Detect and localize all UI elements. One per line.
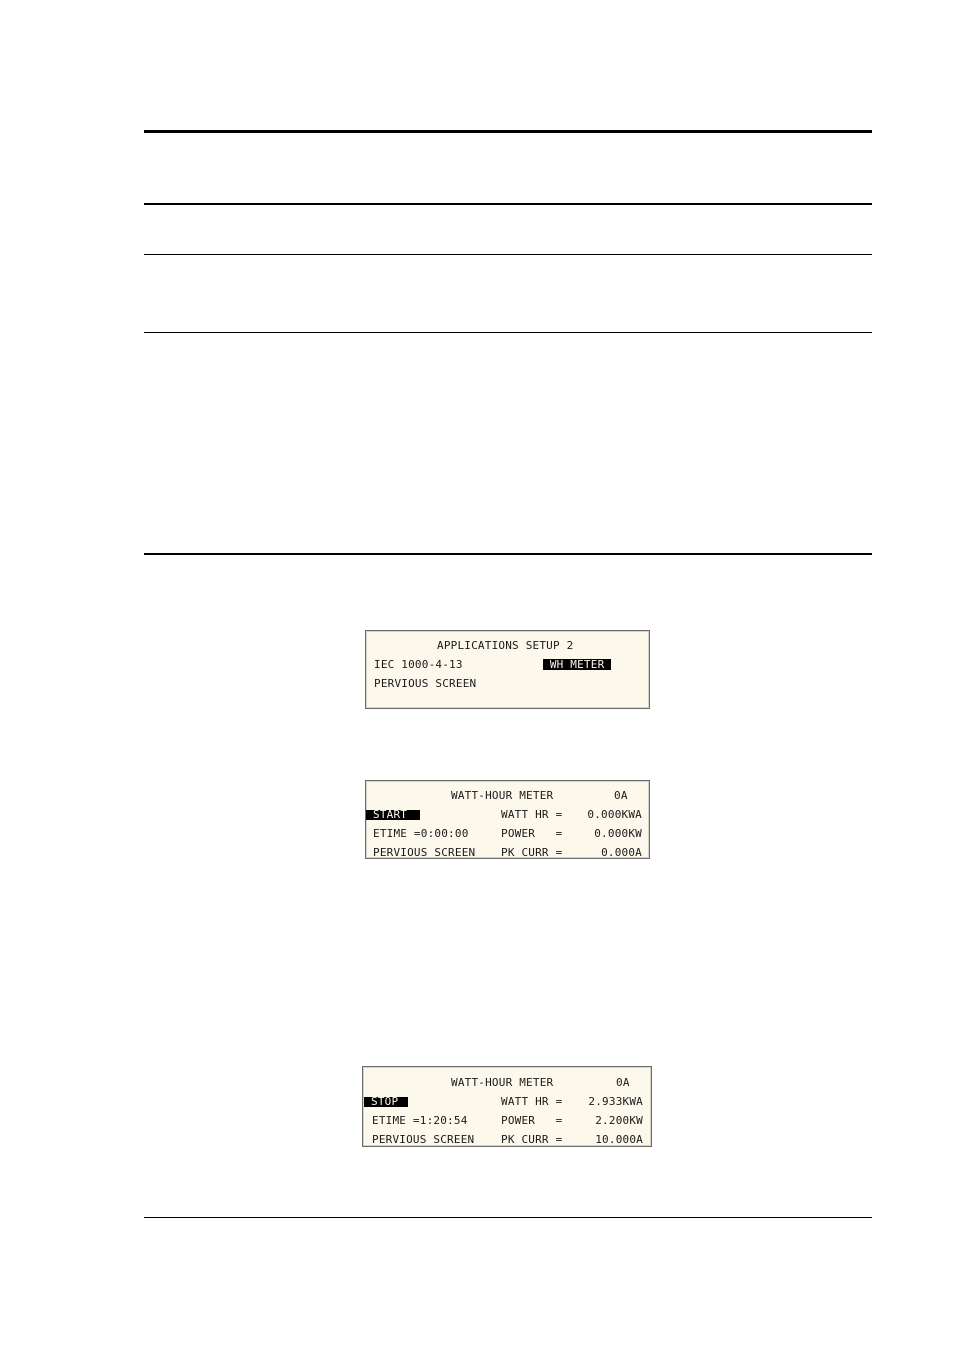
menu-item-previous-screen[interactable]: PERVIOUS SCREEN (373, 846, 476, 859)
start-button[interactable]: START (366, 810, 420, 820)
power-value: 0.000KW (594, 827, 642, 840)
header-rule-2 (144, 203, 872, 205)
current-readout: 0A (616, 1076, 630, 1089)
stop-button[interactable]: STOP (364, 1097, 408, 1107)
section-rule (144, 553, 872, 555)
pk-curr-value: 0.000A (601, 846, 642, 859)
pk-curr-label: PK CURR = (501, 846, 563, 859)
power-value: 2.200KW (595, 1114, 643, 1127)
header-rule-3 (144, 254, 872, 255)
watt-hr-label: WATT HR = (501, 1095, 563, 1108)
screen-title: WATT-HOUR METER (451, 789, 554, 802)
elapsed-time: ETIME =1:20:54 (372, 1114, 468, 1127)
power-label: POWER = (501, 1114, 563, 1127)
power-label: POWER = (501, 827, 563, 840)
menu-item-iec-1000-4-13[interactable]: IEC 1000-4-13 (374, 658, 463, 671)
menu-item-previous-screen[interactable]: PERVIOUS SCREEN (374, 677, 477, 690)
header-rule-4 (144, 332, 872, 333)
screen-title: WATT-HOUR METER (451, 1076, 554, 1089)
watt-hr-label: WATT HR = (501, 808, 563, 821)
lcd-watt-hour-meter-stop (362, 1066, 652, 1147)
lcd-watt-hour-meter-start (365, 780, 650, 859)
screen-title: APPLICATIONS SETUP 2 (437, 639, 574, 652)
pk-curr-value: 10.000A (595, 1133, 643, 1146)
watt-hr-value: 2.933KWA (588, 1095, 643, 1108)
current-readout: 0A (614, 789, 628, 802)
watt-hr-value: 0.000KWA (587, 808, 642, 821)
menu-item-previous-screen[interactable]: PERVIOUS SCREEN (372, 1133, 475, 1146)
pk-curr-label: PK CURR = (501, 1133, 563, 1146)
lcd-applications-setup-2 (365, 630, 650, 709)
elapsed-time: ETIME =0:00:00 (373, 827, 469, 840)
header-rule-top (144, 130, 872, 133)
footer-rule (144, 1217, 872, 1218)
menu-item-wh-meter[interactable]: WH METER (543, 658, 612, 671)
